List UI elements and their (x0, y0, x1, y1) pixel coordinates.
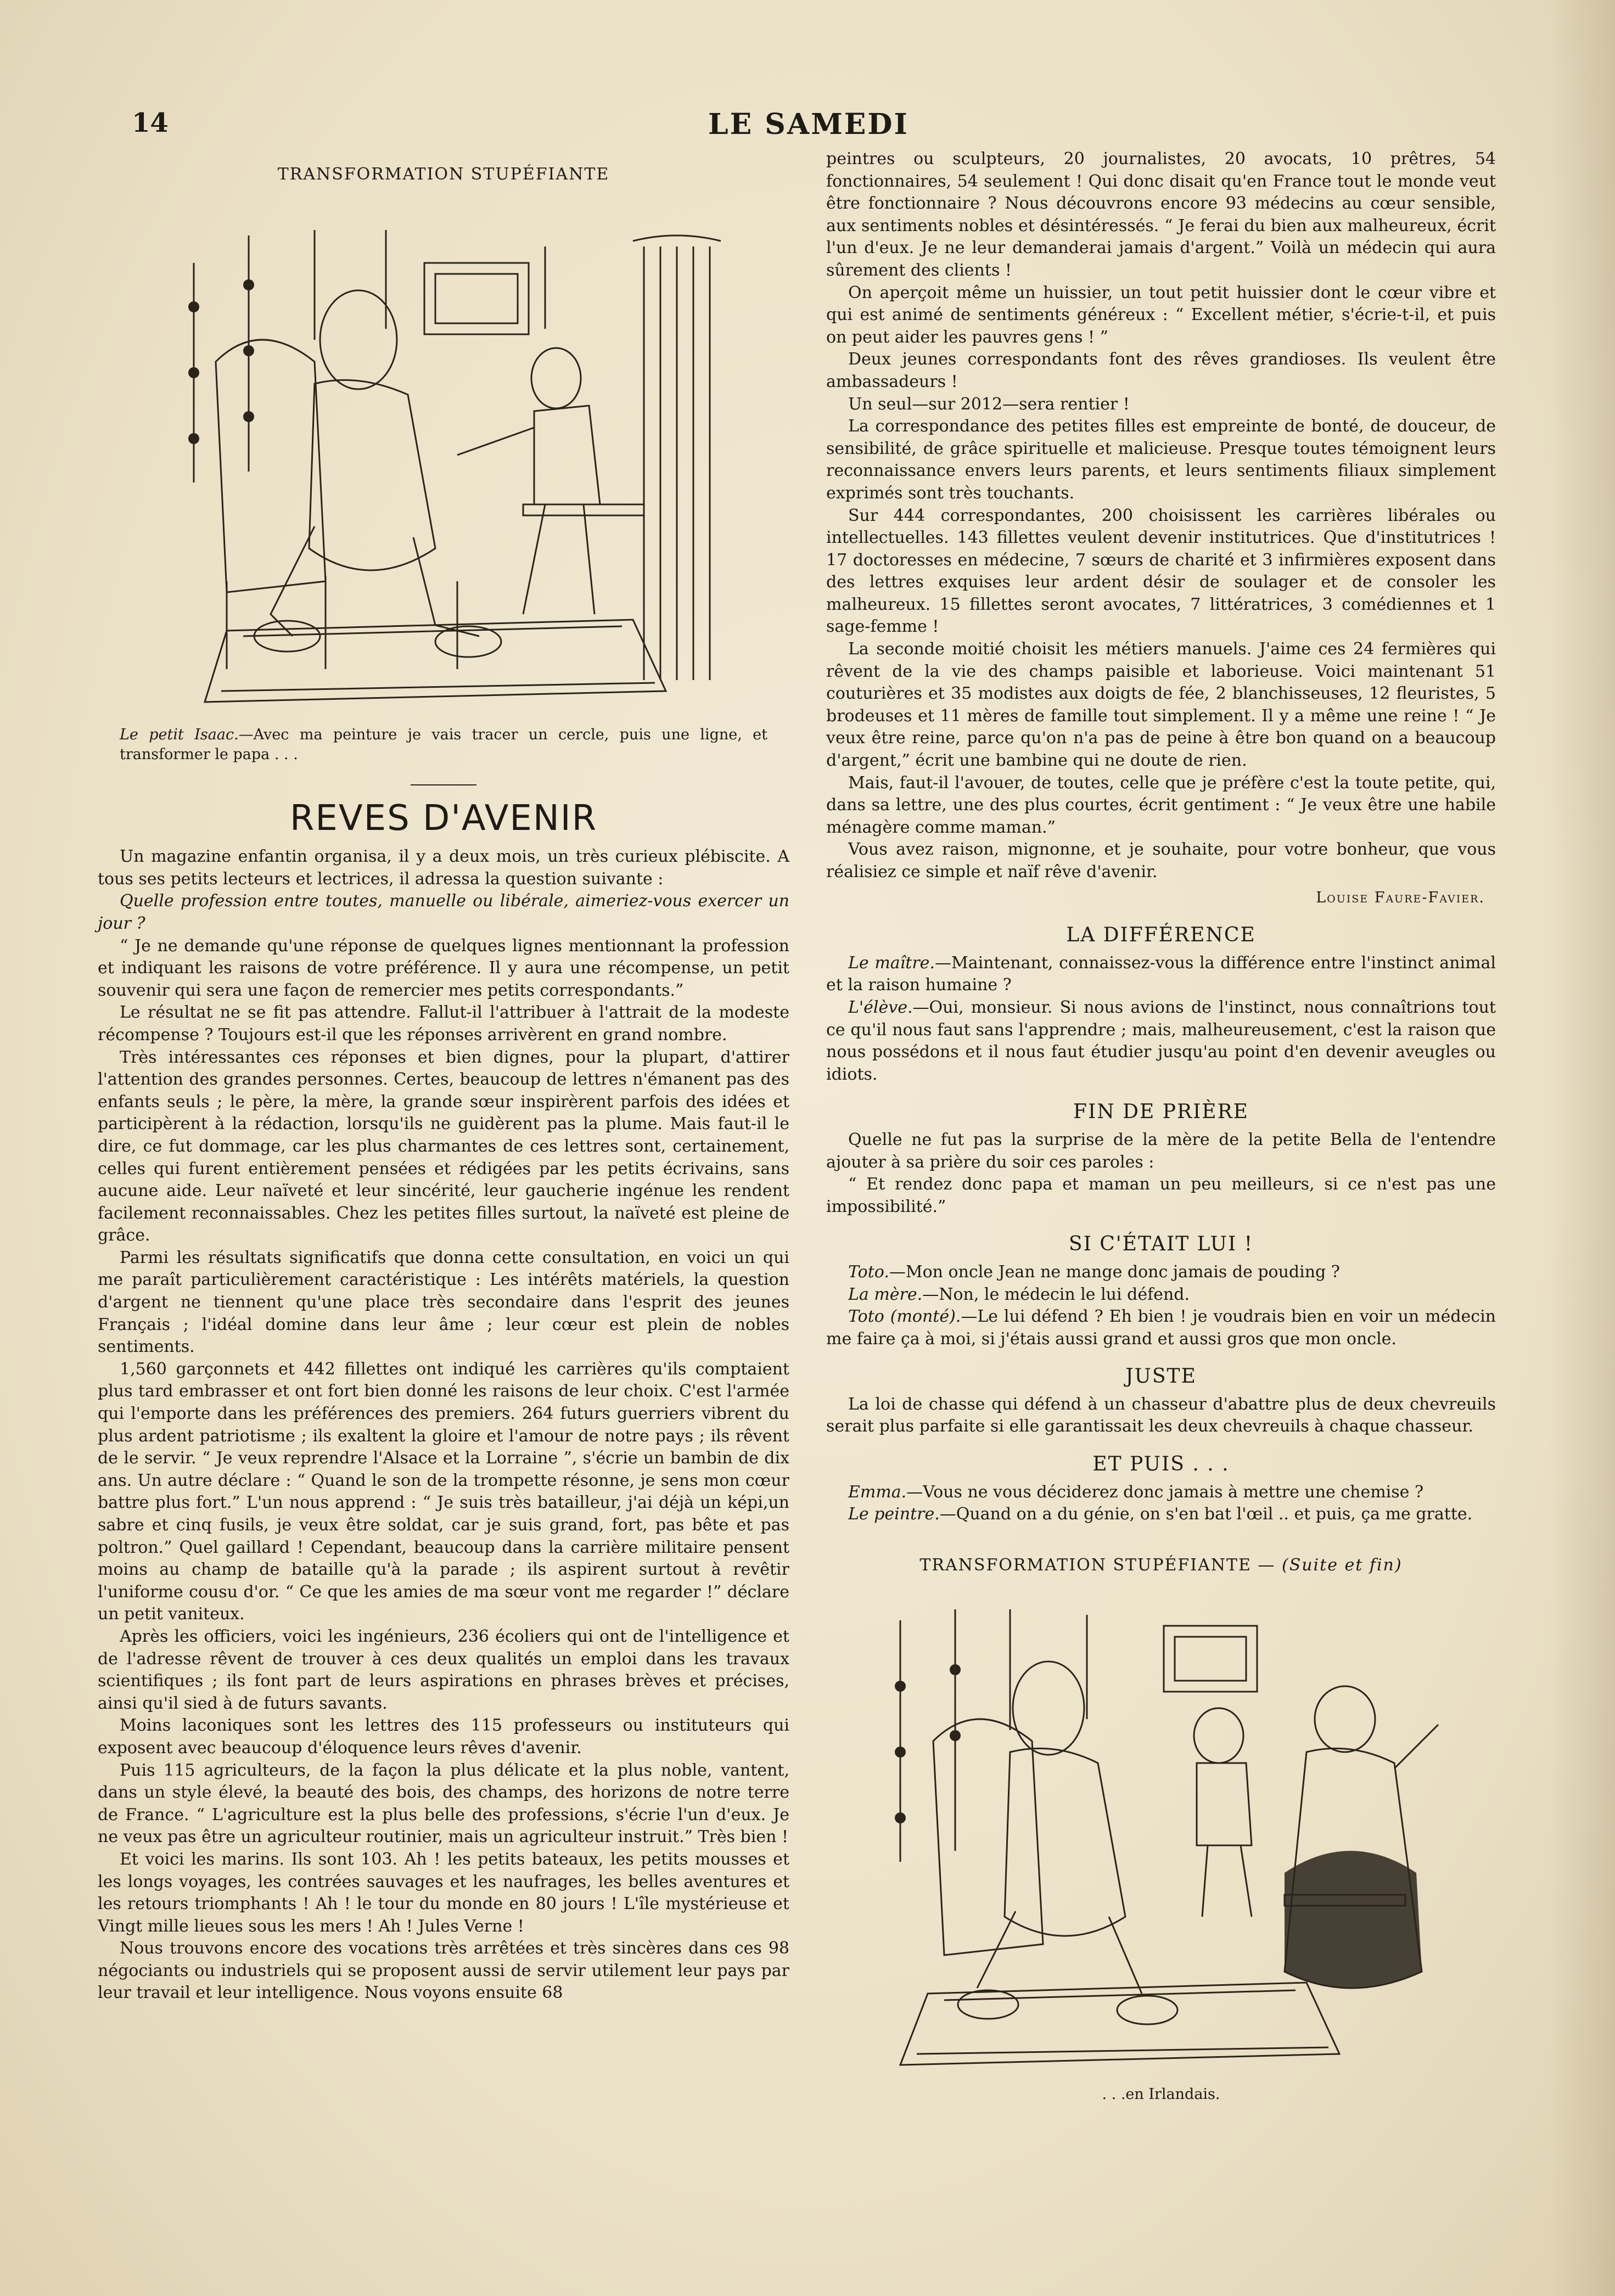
cartoon1-caption-text: —Avec ma peinture je vais tracer un cercle, puis une ligne, et transformer le papa . . . (120, 726, 768, 763)
cartoon1-caption-speaker: Le petit Isaac. (120, 726, 239, 743)
article-paragraph: Puis 115 agriculteurs, de la façon la plus délicate et la plus noble, vantent, dans un style élevé, la beauté des bois, des champs, des horizons de notre terre de France. “ L'agriculture est la plus belle des professions, s'écrie l'un d'eux. Je ne veux pas être un agriculteur routinier, mais un agriculteur instruit.” Très bien ! (98, 1760, 789, 1847)
dialogue-line (826, 1503, 1496, 1526)
speaker-label: L'élève. (848, 997, 913, 1017)
page-number: 14 (132, 108, 169, 138)
heading-et-puis: ET PUIS . . . (1092, 1453, 1230, 1476)
speaker-label: Le maître. (848, 953, 935, 973)
dialogue-text: —Mon oncle Jean ne mange donc jamais de pouding ? (889, 1262, 1340, 1282)
dialogue-line (826, 1481, 1496, 1504)
speaker-label: Le peintre. (848, 1505, 940, 1524)
journal-title: LE SAMEDI (708, 108, 909, 141)
article-paragraph: Sur 444 correspondantes, 200 choisissent les carrières libérales ou intellectuelles. 143 fillettes veulent devenir institutrices. Que d'institutrices ! 17 doctoresses en médecine, 7 sœurs de charité et 3 infirmières exposent dans des lettres exquises leur ardent désir de soulager et de consoler les malheureux. 15 fillettes seront avocates, 7 littératrices, 3 comédiennes et 1 sage-femme ! (826, 506, 1496, 637)
dialogue-text: —Oui, monsieur. Si nous avions de l'instinct, nous connaîtrions tout ce qu'il nous faut sans l'apprendre ; mais, malheureusement, c'est la raison que nous possédons et il nous faut étudier jusqu'au point d'en devenir aveugles ou idiots. (826, 997, 1496, 1084)
heading-si-cetait-lui: SI C'ÉTAIT LUI ! (1068, 1233, 1254, 1256)
cartoon2-caption: . . .en Irlandais. (1102, 2086, 1220, 2103)
article-paragraph: La seconde moitié choisit les métiers manuels. J'aime ces 24 fermières qui rêvent de la vie des champs paisible et laborieuse. Voici maintenant 51 couturières et 35 modistes aux doigts de fée, 2 blanchisseuses, 12 fleuristes, 5 brodeuses et 11 mères de famille tout simplement. Il y a même une reine ! “ Je veux être reine, parce qu'on n'a pas de peine à être bon quand on a beaucoup d'argent,” écrit une bambine qui ne doute de rien. (826, 639, 1496, 771)
dialogue-line (826, 997, 1496, 1086)
article-paragraph: Deux jeunes correspondants font des rêves grandioses. Ils veulent être ambassadeurs ! (826, 350, 1496, 391)
article-paragraph: peintres ou sculpteurs, 20 journalistes, 20 avocats, 10 prêtres, 54 fonctionnaires, 54 seulement ! Qui donc disait qu'en France tout le monde veut être fonctionnaire ? Nous découvrons encore 93 médecins au cœur sensible, aux sentiments nobles et désintéressés. “ Je ferai du bien aux malheureux, écrit l'un d'eux. Je ne leur demanderai jamais d'argent.” Voilà un médecin qui aura sûrement des clients ! (826, 149, 1496, 280)
article-paragraph: Un magazine enfantin organisa, il y a deux mois, un très curieux plébiscite. A tous ses petits lecteurs et lectrices, il adressa la question suivante : (98, 847, 789, 889)
section-divider (411, 784, 476, 785)
article-paragraph: Moins laconiques sont les lettres des 115 professeurs ou instituteurs qui exposent avec beaucoup d'éloquence leurs rêves d'avenir. (98, 1716, 789, 1758)
heading-difference: LA DIFFÉRENCE (1066, 924, 1256, 947)
author-signature: Louise Faure-Favier. (1316, 889, 1485, 906)
article-paragraph: La correspondance des petites filles est empreinte de bonté, de douceur, de sensibilité, de grâce spirituelle et malicieuse. Presque toutes témoignent leurs reconnaissance envers leurs parents, et leurs sentiments filiaux simplement exprimés sont très touchants. (826, 417, 1496, 503)
dialogue-line (826, 1284, 1496, 1306)
heading-juste: JUSTE (1125, 1365, 1197, 1388)
dialogue-text: —Maintenant, connaissez-vous la différence entre l'instinct animal et la raison humaine ? (826, 953, 1496, 995)
speaker-label: Toto (monté). (848, 1307, 961, 1327)
article-paragraph: Parmi les résultats significatifs que donna cette consultation, en voici un qui me paraît particulièrement caractéristique : Les intérêts matériels, la question d'argent ne tiennent qu'une place très secondaire dans l'esprit des jeunes Français ; l'idéal domine dans leur âme ; leur cœur est plein de nobles sentiments. (98, 1248, 789, 1357)
speaker-label: La mère. (848, 1284, 923, 1304)
cartoon2-illustration (867, 1587, 1455, 2076)
article-question: Quelle profession entre toutes, manuelle ou libérale, aimeriez-vous exercer un jour ? (98, 891, 789, 933)
article-paragraph: Un seul—sur 2012—sera rentier ! (848, 394, 1130, 414)
dialogue-line (826, 1306, 1496, 1350)
left-column (98, 135, 789, 2005)
article-paragraph: Nous trouvons encore des vocations très arrêtées et très sincères dans ces 98 négociants ou industriels qui se proposent aussi de servir utilement leur pays par leur travail et leur intelligence. Nous voyons ensuite 68 (98, 1939, 789, 2003)
dialogue-line (826, 952, 1496, 997)
article-paragraph: Très intéressantes ces réponses et bien dignes, pour la plupart, d'attirer l'attention des grandes personnes. Certes, beaucoup de lettres n'émanent pas des enfants seuls ; le père, la mère, la grande sœur inspirèrent parfois des idées et participèrent à la rédaction, lorsqu'ils ne guidèrent pas la plume. Mais faut-il le dire, ce fut dommage, car les plus charmantes de ces lettres sont, certainement, celles qui furent entièrement pensées et rédigées par les petits écrivains, sans aucune aide. Leur naïveté et leur sincérité, leur gaucherie ingénue les rendent facilement reconnaissables. Chez les petites filles surtout, la naïveté est pleine de grâce. (98, 1047, 789, 1245)
dialogue-text: —Le lui défend ? Eh bien ! je voudrais bien en voir un médecin me faire ça à moi, si j'étais aussi grand et aussi gros que mon oncle. (826, 1307, 1496, 1349)
article-paragraph: “ Et rendez donc papa et maman un peu meilleurs, si ce n'est pas une impossibilité.” (826, 1175, 1496, 1216)
article-paragraph: Le résultat ne se fit pas attendre. Fallut-il l'attribuer à l'attrait de la modeste récompense ? Toujours est-il que les réponses arrivèrent en grand nombre. (98, 1003, 789, 1045)
article-paragraph: Mais, faut-il l'avouer, de toutes, celle que je préfère c'est la toute petite, qui, dans sa lettre, une des plus courtes, écrit gentiment : “ Je veux être une habile ménagère comme maman.” (826, 773, 1496, 837)
cartoon2-title-suffix: (Suite et fin) (1281, 1555, 1403, 1575)
speaker-label: Toto. (848, 1262, 889, 1282)
right-column (826, 148, 1496, 2106)
cartoon1-illustration (150, 197, 737, 713)
dialogue-text: —Vous ne vous déciderez donc jamais à mettre une chemise ? (906, 1482, 1424, 1502)
article-paragraph: Et voici les marins. Ils sont 103. Ah ! les petits bateaux, les petits mousses et les longs voyages, les contrées sauvages et les naufrages, les belles aventures et les retours triomphants ! Ah ! le tour du monde en 80 jours ! L'île mystérieuse et Vingt mille lieues sous les mers ! Ah ! Jules Verne ! (98, 1849, 789, 1936)
article-paragraph: Quelle ne fut pas la surprise de la mère de la petite Bella de l'entendre ajouter à sa prière du soir ces paroles : (826, 1130, 1496, 1172)
article-paragraph: La loi de chasse qui défend à un chasseur d'abattre plus de deux chevreuils serait plus parfaite si elle garantissait les deux chevreuils à chaque chasseur. (826, 1394, 1496, 1436)
cartoon2-title-main: TRANSFORMATION STUPÉFIANTE — (919, 1555, 1276, 1575)
article-title: REVES D'AVENIR (289, 798, 598, 839)
cartoon2-title (826, 1554, 1496, 1577)
dialogue-text: —Quand on a du génie, on s'en bat l'œil .. et puis, ça me gratte. (939, 1505, 1473, 1524)
cartoon1-caption (120, 725, 767, 765)
dialogue-text: —Non, le médecin le lui défend. (922, 1284, 1190, 1304)
cartoon1-title: TRANSFORMATION STUPÉFIANTE (277, 165, 610, 184)
cartoon1-drawing (150, 197, 737, 713)
article-paragraph: “ Je ne demande qu'une réponse de quelques lignes mentionnant la profession et indiquant les raisons de votre préférence. Il y aura une récompense, un petit souvenir qui sera une façon de remercier mes petits correspondants.” (98, 936, 789, 1000)
page-edge-shade (1549, 0, 1615, 2296)
speaker-label: Emma. (848, 1482, 907, 1502)
article-paragraph: Après les officiers, voici les ingénieurs, 236 écoliers qui ont de l'intelligence et de l'adresse rêvent de trouver à ces deux qualités un emploi dans les travaux scientifiques ; ils font part de leurs aspirations en phrases brèves et précises, ainsi qu'il sied à de futurs savants. (98, 1626, 789, 1713)
dialogue-line (826, 1261, 1496, 1284)
article-paragraph: 1,560 garçonnets et 442 fillettes ont indiqué les carrières qu'ils comptaient plus tard embrasser et ont fort bien donné les raisons de leur choix. C'est l'armée qui l'emporte dans les préférences des premiers. 264 futurs guerriers vibrent du plus ardent patriotisme ; ils exaltent la gloire et l'amour de notre pays ; ils rêvent de le servir. “ Je veux reprendre l'Alsace et la Lorraine ”, s'écrie un bambin de dix ans. Un autre déclare : “ Quand le son de la trompette résonne, je sens mon cœur battre plus fort.” L'un nous apprend : “ Je suis très batailleur, j'ai déjà un képi,un sabre et cinq fusils, je veux être soldat, car je suis grand, fort, pas bête et pas poltron.” Quel gaillard ! Cependant, beaucoup dans la carrière militaire pensent moins au champ de bataille qu'à la parade ; ils aspirent surtout à revêtir l'uniforme cousu d'or. “ Ce que les amies de ma sœur vont me regarder !” déclare un petit vaniteux. (98, 1359, 789, 1624)
heading-priere: FIN DE PRIÈRE (1073, 1101, 1249, 1124)
article-paragraph: Vous avez raison, mignonne, et je souhaite, pour votre bonheur, que vous réalisiez ce simple et naïf rêve d'avenir. (826, 840, 1496, 882)
article-paragraph: On aperçoit même un huissier, un tout petit huissier dont le cœur vibre et qui est animé de sentiments généreux : “ Excellent métier, s'écrie-t-il, et puis on peut aider les pauvres gens ! ” (826, 283, 1496, 347)
cartoon2-drawing (867, 1587, 1455, 2076)
